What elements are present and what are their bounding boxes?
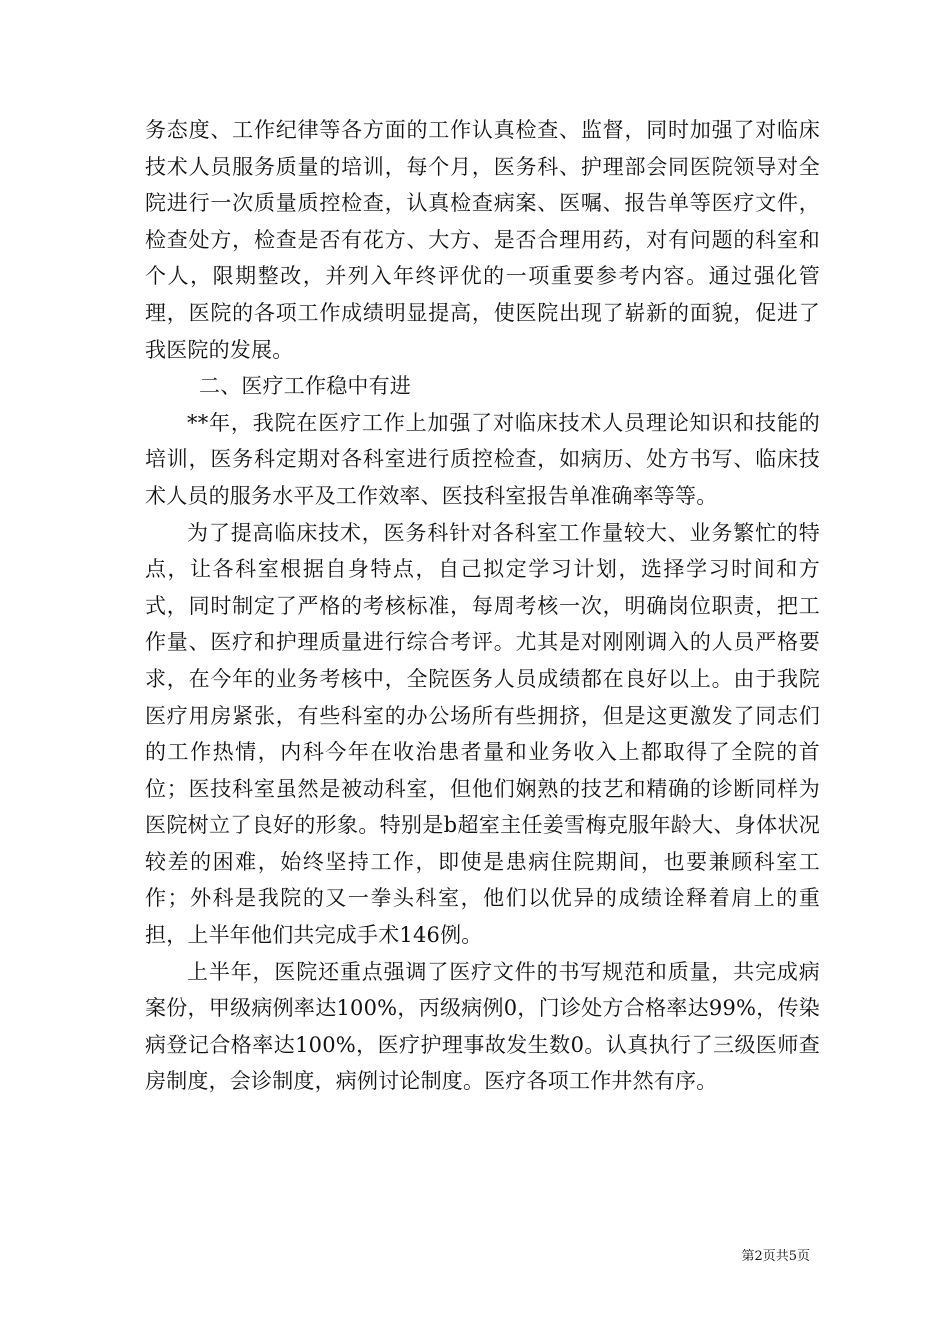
paragraph-inspection-summary: 务态度、工作纪律等各方面的工作认真检查、监督，同时加强了对临床技术人员服务质量的培训，每个月，医务科、护理部会同医院领导对全院进行一次质量质控检查，认真检查病案、医嘱、报告单等医疗文件，检查处方，检查是否有花方、大方、是否合理用药，对有问题的科室和个人，限期整改，并列入年终评优的一项重要参考内容。通过强化管理，医院的各项工作成绩明显提高，使医院出现了崭新的面貌，促进了我医院的发展。 (145, 118, 820, 362)
paragraph-training: **年，我院在医疗工作上加强了对临床技术人员理论知识和技能的培训，医务科定期对各科室进行质控检查，如病历、处方书写、临床技术人员的服务水平及工作效率、医技科室报告单准确率等等。 (145, 410, 820, 508)
document-body (145, 112, 820, 1100)
section-heading-medical-work: 二、医疗工作稳中有进 (199, 374, 411, 399)
page-number-footer: 第2页共5页 (741, 1249, 810, 1264)
paragraph-clinical-skills: 为了提高临床技术，医务科针对各科室工作量较大、业务繁忙的特点，让各科室根据自身特点，自己拟定学习计划，选择学习时间和方式，同时制定了严格的考核标准，每周考核一次，明确岗位职责，把工作量、医疗和护理质量进行综合考评。尤其是对刚刚调入的人员严格要求，在今年的业务考核中，全院医务人员成绩都在良好以上。由于我院医疗用房紧张，有些科室的办公场所有些拥挤，但是这更激发了同志们的工作热情，内科今年在收治患者量和业务收入上都取得了全院的首位；医技科室虽然是被动科室，但他们娴熟的技艺和精确的诊断同样为医院树立了良好的形象。特别是b超室主任姜雪梅克服年龄大、身体状况较差的困难，始终坚持工作，即使是患病住院期间，也要兼顾科室工作；外科是我院的又一拳头科室，他们以优异的成绩诠释着肩上的重担，上半年他们共完成手术146例。 (145, 520, 820, 948)
paragraph-medical-records: 上半年，医院还重点强调了医疗文件的书写规范和质量，共完成病案份，甲级病例率达100%，丙级病例0，门诊处方合格率达99%，传染病登记合格率达100%，医疗护理事故发生数0。认真执行了三级医师查房制度，会诊制度，病例讨论制度。医疗各项工作井然有序。 (145, 959, 820, 1094)
